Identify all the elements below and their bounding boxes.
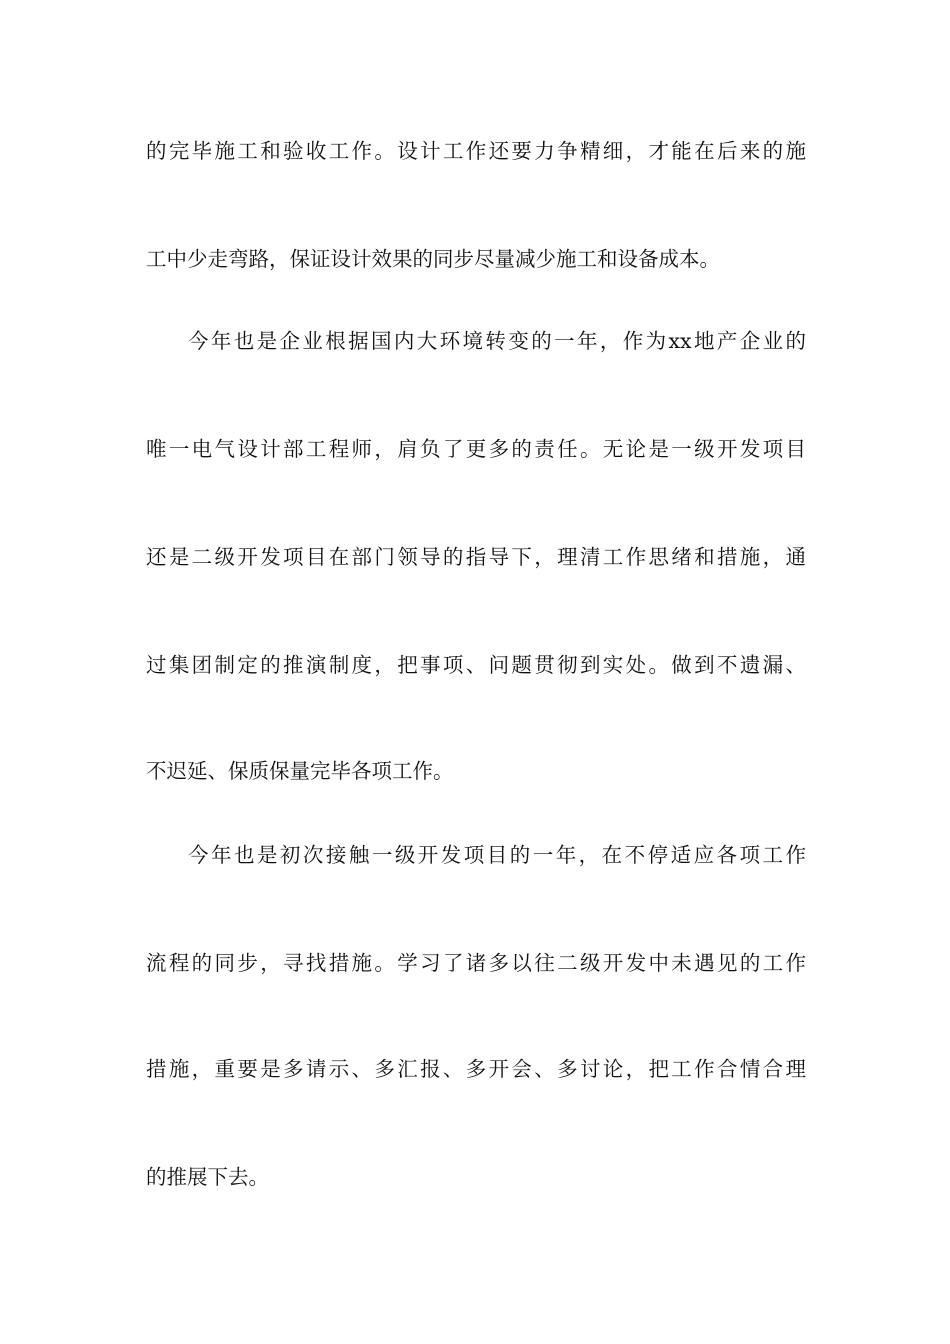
text-line-10: 措施，重要是多请示、多汇报、多开会、多讨论，把工作合情合理 [146,1057,806,1081]
paragraph-2-line-1: 今年也是企业根据国内大环境转变的一年，作为xx地产企业的 [188,329,806,353]
text-line-6: 过集团制定的推演制度，把事项、问题贯彻到实处。做到不遗漏、 [146,653,806,677]
text-line-2: 工中少走弯路，保证设计效果的同步尽量减少施工和设备成本。 [146,247,720,271]
text-line-4: 唯一电气设计部工程师，肩负了更多的责任。无论是一级开发项目 [146,437,806,461]
paragraph-3-line-1: 今年也是初次接触一级开发项目的一年，在不停适应各项工作 [188,843,806,867]
text-line-7: 不迟延、保质保量完毕各项工作。 [146,759,454,783]
text-line-1: 的完毕施工和验收工作。设计工作还要力争精细，才能在后来的施 [146,139,806,163]
text-line-11: 的推展下去。 [146,1165,269,1189]
text-line-9: 流程的同步，寻找措施。学习了诸多以往二级开发中未遇见的工作 [146,951,806,975]
text-line-5: 还是二级开发项目在部门领导的指导下，理清工作思绪和措施，通 [146,545,806,569]
